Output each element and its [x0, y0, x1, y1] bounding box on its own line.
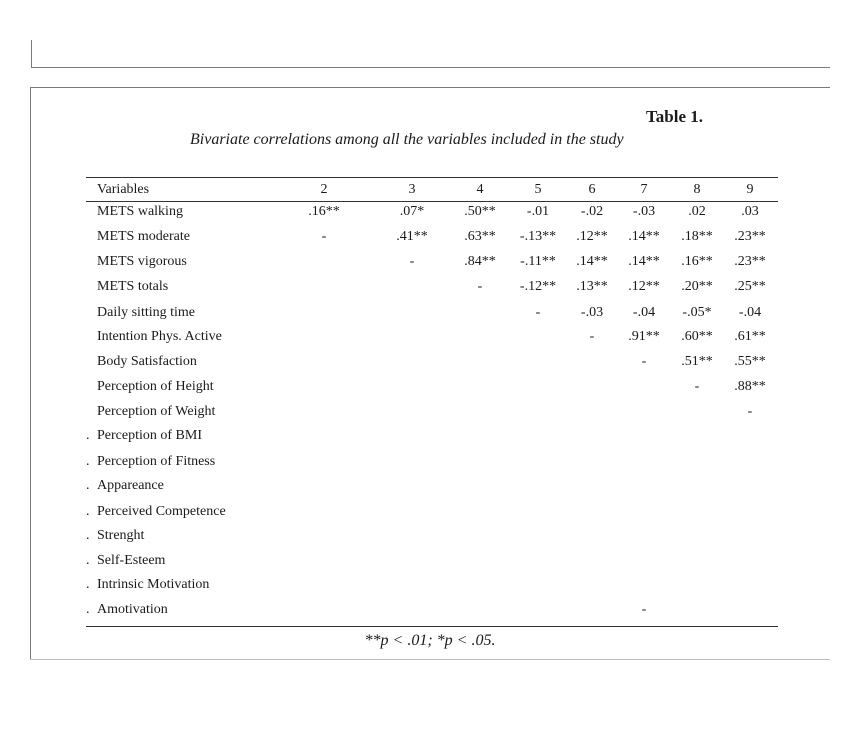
- row-bullet: .: [86, 553, 90, 568]
- row-bullet: .: [86, 577, 90, 592]
- table-header-rule: [86, 201, 778, 202]
- row-label: Amotivation: [97, 602, 168, 617]
- row-label: Strenght: [97, 528, 145, 543]
- correlation-cell: -: [477, 279, 483, 294]
- row-label: METS walking: [97, 204, 183, 219]
- correlation-cell: -: [747, 404, 753, 419]
- correlation-cell: -.04: [738, 305, 762, 320]
- page-top-tick: [31, 40, 32, 68]
- header-column-7: 7: [640, 182, 648, 197]
- correlation-cell: .16**: [308, 204, 340, 219]
- correlation-cell: -: [641, 354, 647, 369]
- correlation-cell: .63**: [464, 229, 496, 244]
- correlation-cell: .18**: [681, 229, 713, 244]
- correlation-cell: -: [409, 254, 415, 269]
- row-label: Intrinsic Motivation: [97, 577, 210, 592]
- correlation-cell: -.13**: [519, 229, 557, 244]
- header-column-8: 8: [693, 182, 701, 197]
- frame-bottom-border: [30, 659, 830, 660]
- header-column-4: 4: [476, 182, 484, 197]
- table-bottom-rule: [86, 626, 778, 627]
- correlation-cell: -.05*: [682, 305, 712, 320]
- row-label: Perception of Height: [97, 379, 214, 394]
- correlation-cell: .23**: [734, 229, 766, 244]
- header-column-6: 6: [588, 182, 596, 197]
- correlation-cell: -: [321, 229, 327, 244]
- correlation-cell: .55**: [734, 354, 766, 369]
- correlation-cell: .07*: [399, 204, 425, 219]
- row-bullet: .: [86, 454, 90, 469]
- correlation-cell: .23**: [734, 254, 766, 269]
- correlation-cell: -.03: [632, 204, 656, 219]
- row-label: Perception of BMI: [97, 428, 202, 443]
- row-label: Perception of Fitness: [97, 454, 216, 469]
- correlation-cell: .91**: [628, 329, 660, 344]
- row-label: Self-Esteem: [97, 553, 166, 568]
- correlation-cell: .20**: [681, 279, 713, 294]
- correlation-cell: .02: [688, 204, 706, 219]
- header-variables: Variables: [97, 182, 150, 197]
- row-label: METS totals: [97, 279, 169, 294]
- correlation-cell: .12**: [628, 279, 660, 294]
- correlation-cell: .61**: [734, 329, 766, 344]
- correlation-cell: .16**: [681, 254, 713, 269]
- frame-left-border: [30, 87, 31, 660]
- table-caption: Bivariate correlations among all the variables included in the study: [190, 131, 624, 148]
- row-label: Appareance: [97, 478, 164, 493]
- correlation-cell: .13**: [576, 279, 608, 294]
- correlation-cell: -.02: [580, 204, 604, 219]
- row-bullet: .: [86, 528, 90, 543]
- correlation-cell: -.03: [580, 305, 604, 320]
- correlation-cell: -: [589, 329, 595, 344]
- row-bullet: .: [86, 478, 90, 493]
- correlation-cell: .41**: [396, 229, 428, 244]
- correlation-cell: .51**: [681, 354, 713, 369]
- row-label: Daily sitting time: [97, 305, 195, 320]
- correlation-cell: .14**: [628, 254, 660, 269]
- correlation-cell: .60**: [681, 329, 713, 344]
- row-bullet: .: [86, 504, 90, 519]
- page-top-rule: [31, 67, 830, 68]
- correlation-cell: .12**: [576, 229, 608, 244]
- header-column-3: 3: [408, 182, 416, 197]
- correlation-cell: -: [694, 379, 700, 394]
- correlation-cell: -.11**: [520, 254, 556, 269]
- correlation-cell: -.01: [526, 204, 550, 219]
- row-label: METS vigorous: [97, 254, 187, 269]
- row-label: METS moderate: [97, 229, 190, 244]
- correlation-cell: -.12**: [519, 279, 557, 294]
- correlation-cell: -: [641, 602, 647, 617]
- header-column-2: 2: [320, 182, 328, 197]
- header-column-5: 5: [534, 182, 542, 197]
- significance-note: **p < .01; *p < .05.: [364, 632, 496, 649]
- correlation-cell: .50**: [464, 204, 496, 219]
- correlation-cell: .88**: [734, 379, 766, 394]
- correlation-cell: -.04: [632, 305, 656, 320]
- frame-top-border: [30, 87, 830, 88]
- header-column-9: 9: [746, 182, 754, 197]
- correlation-cell: .14**: [628, 229, 660, 244]
- table-title: Table 1.: [645, 107, 703, 126]
- row-bullet: .: [86, 428, 90, 443]
- row-label: Perceived Competence: [97, 504, 226, 519]
- table-top-rule: [86, 177, 778, 178]
- row-bullet: .: [86, 602, 90, 617]
- correlation-cell: .03: [741, 204, 759, 219]
- row-label: Perception of Weight: [97, 404, 216, 419]
- correlation-cell: .25**: [734, 279, 766, 294]
- correlation-cell: .84**: [464, 254, 496, 269]
- row-label: Body Satisfaction: [97, 354, 197, 369]
- row-label: Intention Phys. Active: [97, 329, 222, 344]
- correlation-cell: .14**: [576, 254, 608, 269]
- correlation-cell: -: [535, 305, 541, 320]
